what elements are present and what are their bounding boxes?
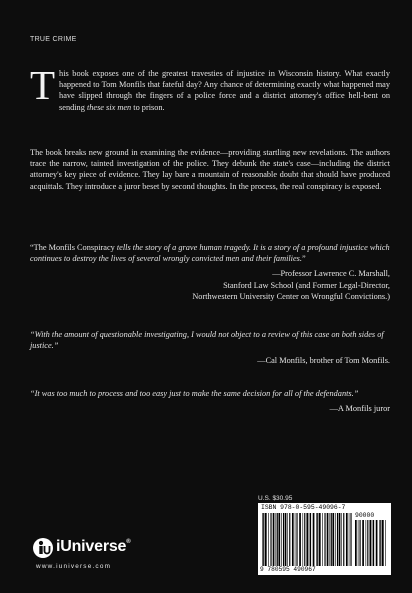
quote-text (30, 242, 390, 264)
isbn-barcode (258, 503, 391, 575)
description-paragraph-1 (30, 62, 390, 113)
quote-attribution: —Cal Monfils, brother of Tom Monfils. (257, 356, 390, 366)
quote-close: ” (301, 254, 306, 264)
description-paragraph-2: The book breaks new ground in examining the evidence—providing startling new revelations. The authors trace the narrow, tainted investigation of the police. They debunk the state's case—including the district attorney's key piece of evidence. They lay bare a mountain of reasonable doubt that should have produced acquittals. They introduce a juror beset by second thoughts. In the process, the real conspiracy is exposed. (30, 148, 390, 191)
iuniverse-mark-icon (32, 537, 54, 559)
quote-italic: tells the story of a grave human tragedy. It is a story of a profound injustice which continues to destroy the lives of several wrongly convicted men and their families. (30, 243, 390, 264)
genre-label: TRUE CRIME (30, 36, 77, 43)
testimonial-marshall (30, 242, 390, 302)
quote-attribution-line-3: Northwestern University Center on Wrongful Convictions.) (192, 291, 390, 301)
paragraph-1-text-b: to prison. (131, 102, 165, 112)
quote-open: “The Monfils Conspiracy (30, 243, 117, 252)
isbn-text: ISBN 978-0-595-49096-7 (261, 504, 346, 511)
quote-text (30, 388, 390, 399)
quote-attribution-line-1: —Professor Lawrence C. Marshall, (272, 269, 390, 279)
publisher-logo (30, 537, 160, 577)
registered-mark-icon: ® (126, 539, 131, 545)
testimonial-juror (30, 388, 390, 414)
paragraph-1-text-a: his book exposes one of the greatest travesties of injustice in Wisconsin history. What exactly happened to Tom Monfils that fateful day? Any chance of determining exactly what happened may have slipped through the fingers of a police force and a district attorney's office hell-bent on sending (59, 69, 390, 112)
quote-text (30, 329, 390, 351)
quote-attribution-line-2: Stanford Law School (and Former Legal-Director, (223, 280, 390, 290)
barcode-digits: 9 780595 490967 (260, 566, 316, 573)
quote-italic: “With the amount of questionable investigating, I would not object to a review of this case on both sides of justice.” (30, 330, 384, 351)
quote-attribution: —A Monfils juror (329, 404, 390, 414)
barcode-bars-icon (262, 513, 352, 566)
logo-word: iUniverse (56, 538, 127, 555)
publisher-url: www.iuniverse.com (36, 563, 112, 570)
addon-barcode-bars-icon (355, 520, 387, 566)
price-code: 90000 (355, 512, 375, 519)
testimonial-cal-monfils (30, 329, 390, 367)
logo-wordmark (56, 538, 130, 556)
paragraph-1-emphasis: these six men (86, 102, 132, 112)
quote-italic: “It was too much to process and too easy just to make the same decision for all of the defendants.” (30, 389, 359, 398)
drop-cap: T (30, 62, 56, 108)
price-label: U.S. $30.95 (258, 495, 293, 502)
